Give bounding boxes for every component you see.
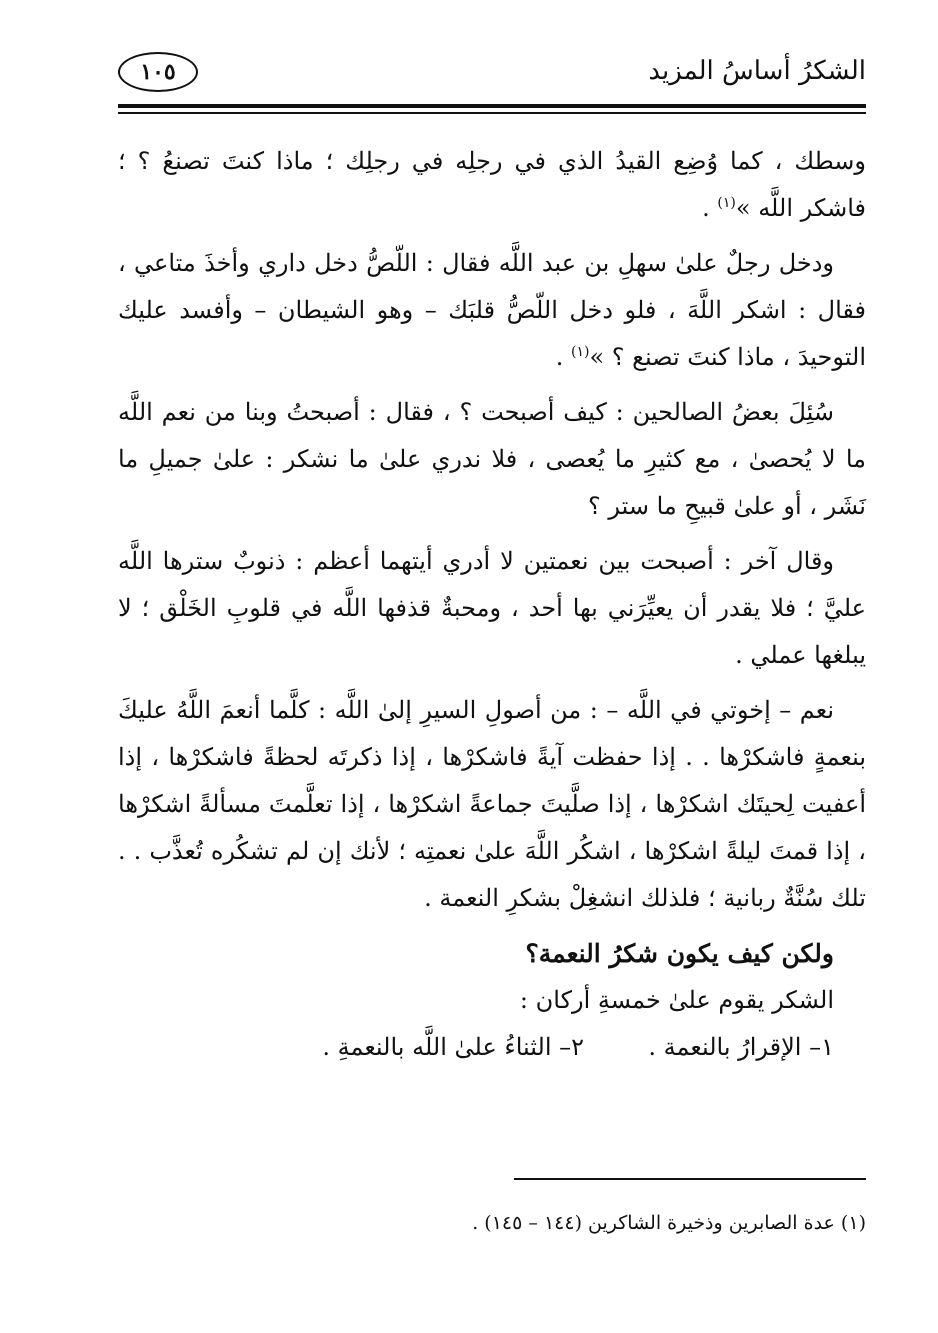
paragraph-tail: . [702, 194, 718, 222]
header-rule-thick [118, 104, 866, 108]
footnote-mark: (١) [571, 344, 590, 360]
paragraph-usul: نعم – إخوتي في اللَّه – : من أصولِ السيرِ إلىٰ اللَّه : كلَّما أنعمَ اللَّهُ عليكَ بنعمةٍ فاشكرْها . . إذا حفظت آيةً فاشكرْها ، إذا ذكرتَه لحظةً فاشكرْها ، إذا أعفيت لِحيتَك اشكرْها ، إذا صلَّيتَ جماعةً اشكرْها ، إذا تعلَّمتَ مسألةً اشكرْها ، إذا قمتَ ليلةً اشكرْها ، اشكُر اللَّهَ علىٰ نعمتِه ؛ لأنك إن لم تشكُره تُعذَّب . . تلك سُنَّةٌ ربانية ؛ فلذلك انشغِلْ بشكرِ النعمة . [118, 696, 866, 912]
paragraph-akhar: وقال آخر : أصبحت بين نعمتين لا أدري أيتهما أعظم : ذنوبٌ سترها اللَّه عليَّ ؛ فلا يقدر أن يعيِّرَني بها أحد ، ومحبةٌ قذفها اللَّه في قلوبِ الخَلْق ؛ لا يبلغها عملي . [118, 547, 866, 669]
section-heading: ولكن كيف يكون شكرُ النعمة؟ [525, 939, 834, 968]
running-header [118, 52, 866, 96]
paragraph-continuation [118, 138, 866, 232]
intro-line: الشكر يقوم علىٰ خمسةِ أركان : [519, 986, 834, 1014]
paragraph-text: وسطك ، كما وُضِع القيدُ الذي في رجلِه في رجلِك ؛ ماذا كنتَ تصنعُ ؟ ؛ فاشكر اللَّه » [118, 147, 866, 222]
header-rule-thin [118, 112, 866, 114]
footnote-separator [514, 1178, 866, 1180]
list-item: ٢– الثناءُ علىٰ اللَّه بالنعمةِ . [322, 1033, 584, 1061]
footnote: (١) عدة الصابرين وذخيرة الشاكرين (١٤٤ – ١٤٥) . [472, 1212, 866, 1234]
footnote-mark: (١) [717, 195, 736, 211]
paragraph-tail: . [555, 343, 572, 371]
paragraph-salihin: سُئِلَ بعضُ الصالحين : كيف أصبحت ؟ ، فقال : أصبحتُ وبنا من نعم اللَّه ما لا يُحصىٰ ، مع كثيرِ ما يُعصى ، فلا ندري علىٰ ما نشكر : علىٰ جميلِ ما نَشَر ، أو علىٰ قبيحِ ما ستر ؟ [118, 398, 867, 520]
page-number-badge: ١٠٥ [118, 52, 198, 92]
pillars-list [118, 1024, 834, 1071]
page-body [118, 138, 866, 1071]
paragraph-text: ودخل رجلٌ علىٰ سهلِ بن عبد اللَّه فقال : اللّصُّ دخل داري وأخذَ متاعي ، فقال : اشكر اللَّهَ ، فلو دخل اللّصُّ قلبَك – وهو الشيطان – وأفسد عليك التوحيدَ ، ماذا كنتَ تصنع ؟ » [118, 249, 866, 371]
paragraph-sahl [118, 240, 866, 381]
list-item: ١– الإقرارُ بالنعمة . [648, 1033, 834, 1061]
running-title: الشكرُ أساسُ المزيد [648, 56, 866, 86]
